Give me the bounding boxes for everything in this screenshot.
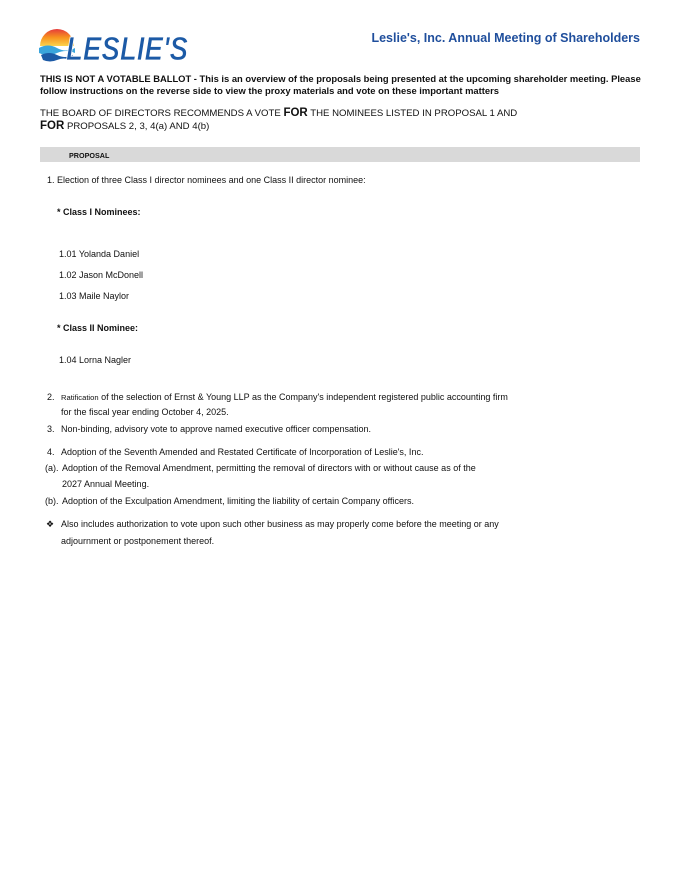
class-2-heading: * Class II Nominee: bbox=[57, 323, 139, 333]
proposal-3-text: Non-binding, advisory vote to approve named executive officer compensation. bbox=[61, 424, 372, 434]
proposal-4-number: 4. bbox=[47, 447, 55, 457]
meeting-title: Leslie's, Inc. Annual Meeting of Shareholders bbox=[371, 31, 640, 45]
proposal-1-text: 1. Election of three Class I director nominees and one Class II director nominee: bbox=[47, 175, 366, 185]
proposal-header-bar bbox=[40, 147, 640, 162]
nominee-item: 1.03 Maile Naylor bbox=[59, 291, 130, 301]
proposal-2-line-2: for the fiscal year ending October 4, 2025. bbox=[61, 407, 229, 417]
proposal-4a-label: (a). bbox=[45, 463, 59, 473]
proposal-2-line-1: Ratification of the selection of Ernst & Young LLP as the Company's independent registered public accounting firm bbox=[61, 392, 508, 402]
proposal-4-text: Adoption of the Seventh Amended and Restated Certificate of Incorporation of Leslie's, Inc. bbox=[61, 447, 424, 457]
not-votable-notice: THIS IS NOT A VOTABLE BALLOT - This is an overview of the proposals being presented at the upcoming shareholder meeting. Please follow instructions on the reverse side to view the proxy materials and vote on these important matters bbox=[40, 73, 641, 96]
proposal-4a-line-2: 2027 Annual Meeting. bbox=[62, 479, 150, 489]
proposal-column-header: PROPOSAL bbox=[69, 151, 110, 160]
leslies-logo bbox=[38, 24, 190, 66]
nominee-item: 1.01 Yolanda Daniel bbox=[59, 249, 140, 259]
proposal-3-number: 3. bbox=[47, 424, 55, 434]
board-recommendation: THE BOARD OF DIRECTORS RECOMMENDS A VOTE FOR THE NOMINEES LISTED IN PROPOSAL 1 AND FOR PROPOSALS 2, 3, 4(a) AND 4(b) bbox=[40, 107, 518, 132]
nominee-item: 1.04 Lorna Nagler bbox=[59, 355, 132, 365]
proposal-4b-label: (b). bbox=[45, 496, 59, 506]
other-business-line-2: adjournment or postponement thereof. bbox=[61, 536, 215, 546]
diamond-bullet-icon: ❖ bbox=[46, 519, 55, 529]
proposal-2-number: 2. bbox=[47, 392, 55, 402]
proposal-4a-line-1: Adoption of the Removal Amendment, permitting the removal of directors with or without cause as of the bbox=[62, 463, 476, 473]
other-business-line-1: Also includes authorization to vote upon such other business as may properly come before the meeting or any bbox=[61, 519, 499, 529]
class-1-heading: * Class I Nominees: bbox=[57, 207, 141, 217]
logo-wordmark: LESLIE'S bbox=[66, 30, 188, 67]
proposal-4b-text: Adoption of the Exculpation Amendment, limiting the liability of certain Company officers. bbox=[62, 496, 415, 506]
nominee-item: 1.02 Jason McDonell bbox=[59, 270, 144, 280]
